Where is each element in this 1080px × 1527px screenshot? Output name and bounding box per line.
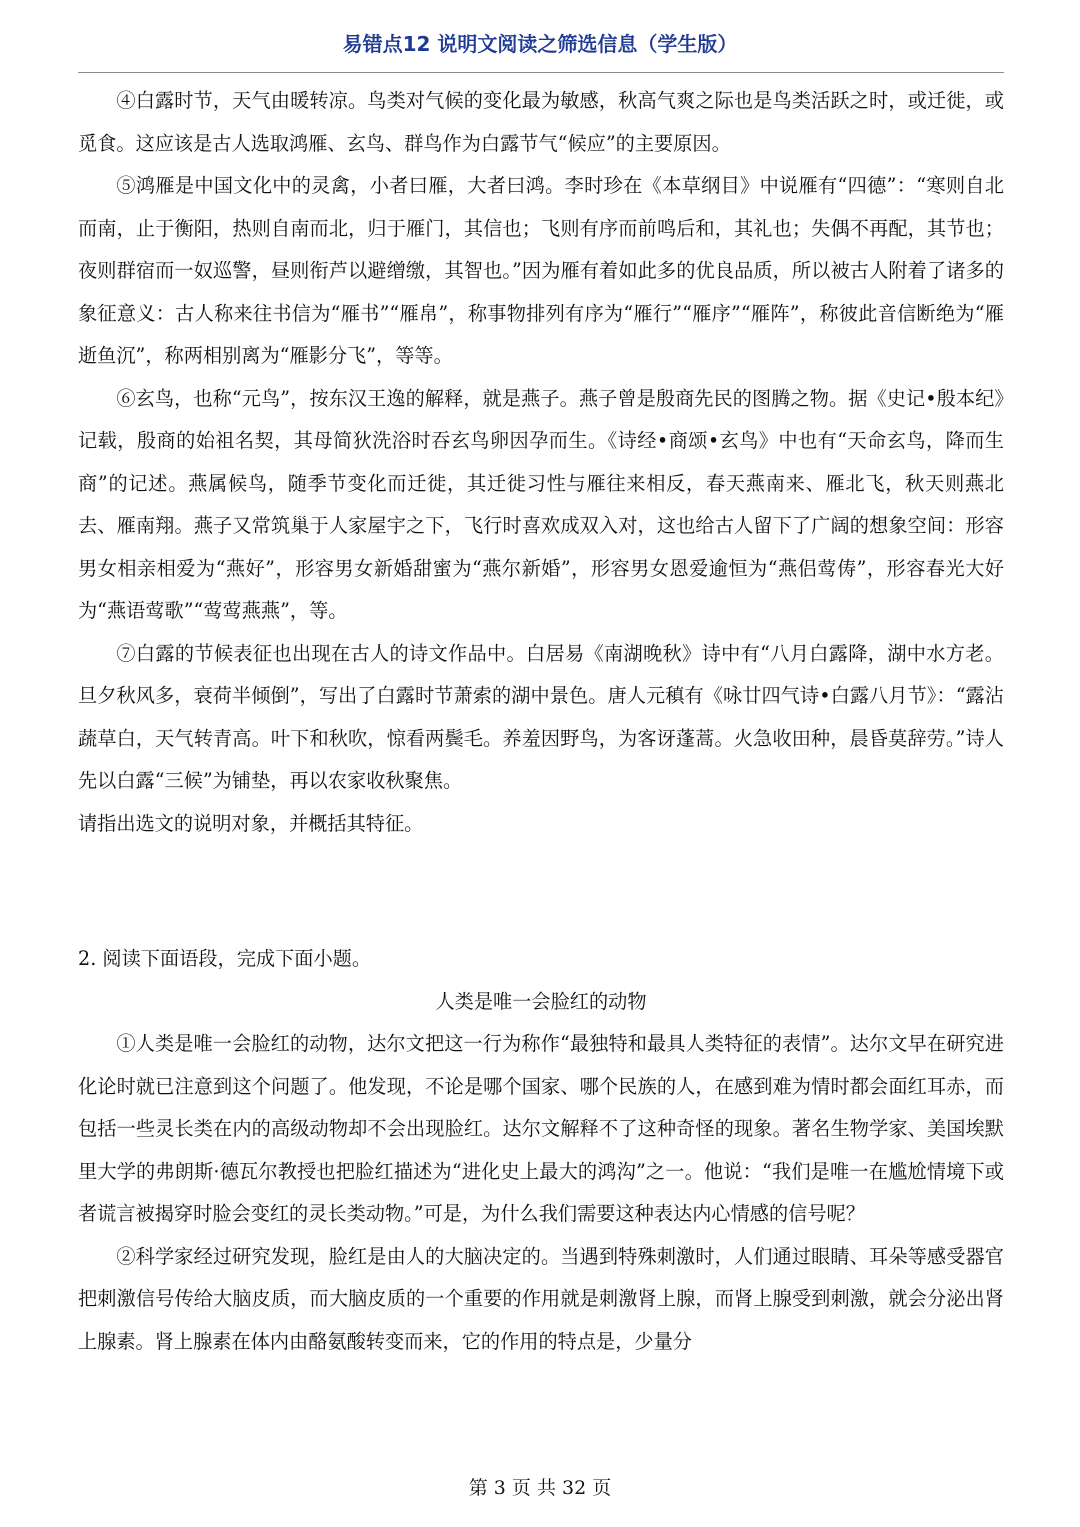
- answer-space: [78, 845, 1004, 938]
- page-header-title: 易错点12 说明文阅读之筛选信息（学生版）: [342, 32, 738, 56]
- paragraph-6: ⑥玄鸟，也称“元鸟”，按东汉王逸的解释，就是燕子。燕子曾是殷商先民的图腾之物。据《史记•殷本纪》记载，殷商的始祖名契，其母简狄洗浴时吞玄鸟卵因孕而生。《诗经•商颂•玄鸟》中也有“天命玄鸟，降而生商”的记述。燕属候鸟，随季节变化而迁徙，其迁徙习性与雁往来相反，春天燕南来、雁北飞，秋天则燕北去、雁南翔。燕子又常筑巢于人家屋宇之下，飞行时喜欢成双入对，这也给古人留下了广阔的想象空间：形容男女相亲相爱为“燕好”，形容男女新婚甜蜜为“燕尔新婚”，形容男女恩爱逾恒为“燕侣莺俦”，形容春光大好为“燕语莺歌”“莺莺燕燕”，等。: [78, 386, 1004, 622]
- paragraph-5: ⑤鸿雁是中国文化中的灵禽，小者曰雁，大者曰鸿。李时珍在《本草纲目》中说雁有“四德”：“寒则自北而南，止于衡阳，热则自南而北，归于雁门，其信也；飞则有序而前鸣后和，其礼也；失偶不再配，其节也；夜则群宿而一奴巡警，昼则衔芦以避缯缴，其智也。”因为雁有着如此多的优良品质，所以被古人附着了诸多的象征意义：古人称来往书信为“雁书”“雁帛”，称事物排列有序为“雁行”“雁序”“雁阵”，称彼此音信断绝为“雁逝鱼沉”，称两相别离为“雁影分飞”，等等。: [78, 174, 1004, 367]
- document-body: [78, 80, 1004, 1363]
- question-2-intro: 2. 阅读下面语段，完成下面小题。: [78, 947, 372, 970]
- article-paragraph-1: ①人类是唯一会脸红的动物，达尔文把这一行为称作“最独特和最具人类特征的表情”。达尔文早在研究进化论时就已注意到这个问题了。他发现，不论是哪个国家、哪个民族的人，在感到难为情时都会面红耳赤，而包括一些灵长类在内的高级动物却不会出现脸红。达尔文解释不了这种奇怪的现象。著名生物学家、美国埃默里大学的弗朗斯·德瓦尔教授也把脸红描述为“进化史上最大的鸿沟”之一。他说：“我们是唯一在尴尬情境下或者谎言被揭穿时脸会变红的灵长类动物。”可是，为什么我们需要这种表达内心情感的信号呢？: [78, 1032, 1004, 1225]
- paragraph-7: ⑦白露的节候表征也出现在古人的诗文作品中。白居易《南湖晚秋》诗中有“八月白露降，湖中水方老。旦夕秋风多，衰荷半倾倒”，写出了白露时节萧索的湖中景色。唐人元稹有《咏廿四气诗•白露八月节》：“露沾蔬草白，天气转青高。叶下和秋吹，惊看两鬓毛。养羞因野鸟，为客讶蓬蒿。火急收田种，晨昏莫辞劳。”诗人先以白露“三候”为铺垫，再以农家收秋聚焦。: [78, 641, 1004, 792]
- article-paragraph-2: ②科学家经过研究发现，脸红是由人的大脑决定的。当遇到特殊刺激时，人们通过眼睛、耳朵等感受器官把刺激信号传给大脑皮质，而大脑皮质的一个重要的作用就是刺激肾上腺，而肾上腺受到刺激，就会分泌出肾上腺素。肾上腺素在体内由酪氨酸转变而来，它的作用的特点是，少量分: [78, 1244, 1004, 1353]
- page-number: 第 3 页 共 32 页: [468, 1477, 612, 1499]
- paragraph-4: ④白露时节，天气由暖转凉。鸟类对气候的变化最为敏感，秋高气爽之际也是鸟类活跃之时，或迁徙，或觅食。这应该是古人选取鸿雁、玄鸟、群鸟作为白露节气“候应”的主要原因。: [78, 89, 1004, 155]
- header-divider: [78, 72, 1004, 73]
- question-prompt: 请指出选文的说明对象，并概括其特征。: [78, 811, 424, 835]
- article-title: 人类是唯一会脸红的动物: [435, 989, 647, 1013]
